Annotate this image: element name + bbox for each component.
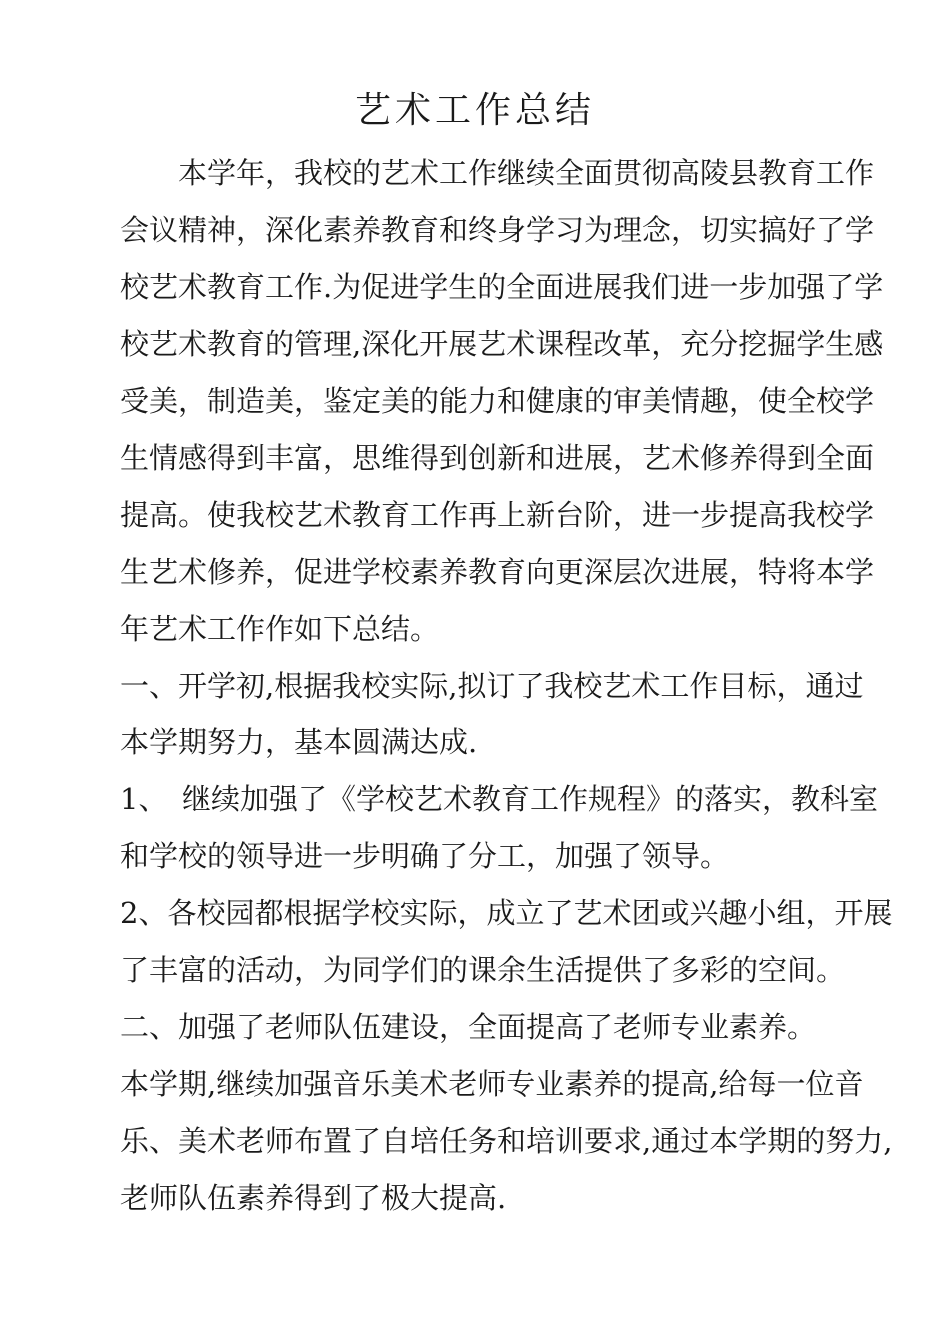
body-line: 二、加强了老师队伍建设，全面提高了老师专业素养。 (120, 1010, 817, 1044)
body-line: 乐、美术老师布置了自培任务和培训要求,通过本学期的努力, (120, 1124, 893, 1158)
body-line: 和学校的领导进一步明确了分工，加强了领导。 (120, 839, 730, 873)
document-title: 艺术工作总结 (354, 90, 595, 131)
body-line: 年艺术工作作如下总结。 (120, 612, 440, 646)
body-line: 老师队伍素养得到了极大提高. (120, 1181, 507, 1215)
body-line: 提高。使我校艺术教育工作再上新台阶，进一步提高我校学 (120, 498, 875, 532)
body-line: 本学年，我校的艺术工作继续全面贯彻高陵县教育工作 (120, 156, 875, 190)
body-line: 校艺术教育的管理,深化开展艺术课程改革，充分挖掘学生感 (120, 327, 884, 361)
body-line: 会议精神，深化素养教育和终身学习为理念，切实搞好了学 (120, 213, 875, 247)
body-line: 一、开学初,根据我校实际,拟订了我校艺术工作目标，通过 (120, 669, 864, 703)
body-line: 生艺术修养，促进学校素养教育向更深层次进展，特将本学 (120, 555, 875, 589)
body-line: 2、各校园都根据学校实际，成立了艺术团或兴趣小组，开展 (120, 896, 893, 930)
body-line: 1、 继续加强了《学校艺术教育工作规程》的落实，教科室 (120, 782, 878, 816)
body-line: 校艺术教育工作.为促进学生的全面进展我们进一步加强了学 (120, 270, 884, 304)
body-line: 生情感得到丰富，思维得到创新和进展，艺术修养得到全面 (120, 441, 875, 475)
body-line: 本学期努力，基本圆满达成. (120, 725, 478, 759)
body-line: 受美，制造美，鉴定美的能力和健康的审美情趣，使全校学 (120, 384, 875, 418)
body-line: 了丰富的活动，为同学们的课余生活提供了多彩的空间。 (120, 953, 846, 987)
body-line: 本学期,继续加强音乐美术老师专业素养的提高,给每一位音 (120, 1067, 864, 1101)
